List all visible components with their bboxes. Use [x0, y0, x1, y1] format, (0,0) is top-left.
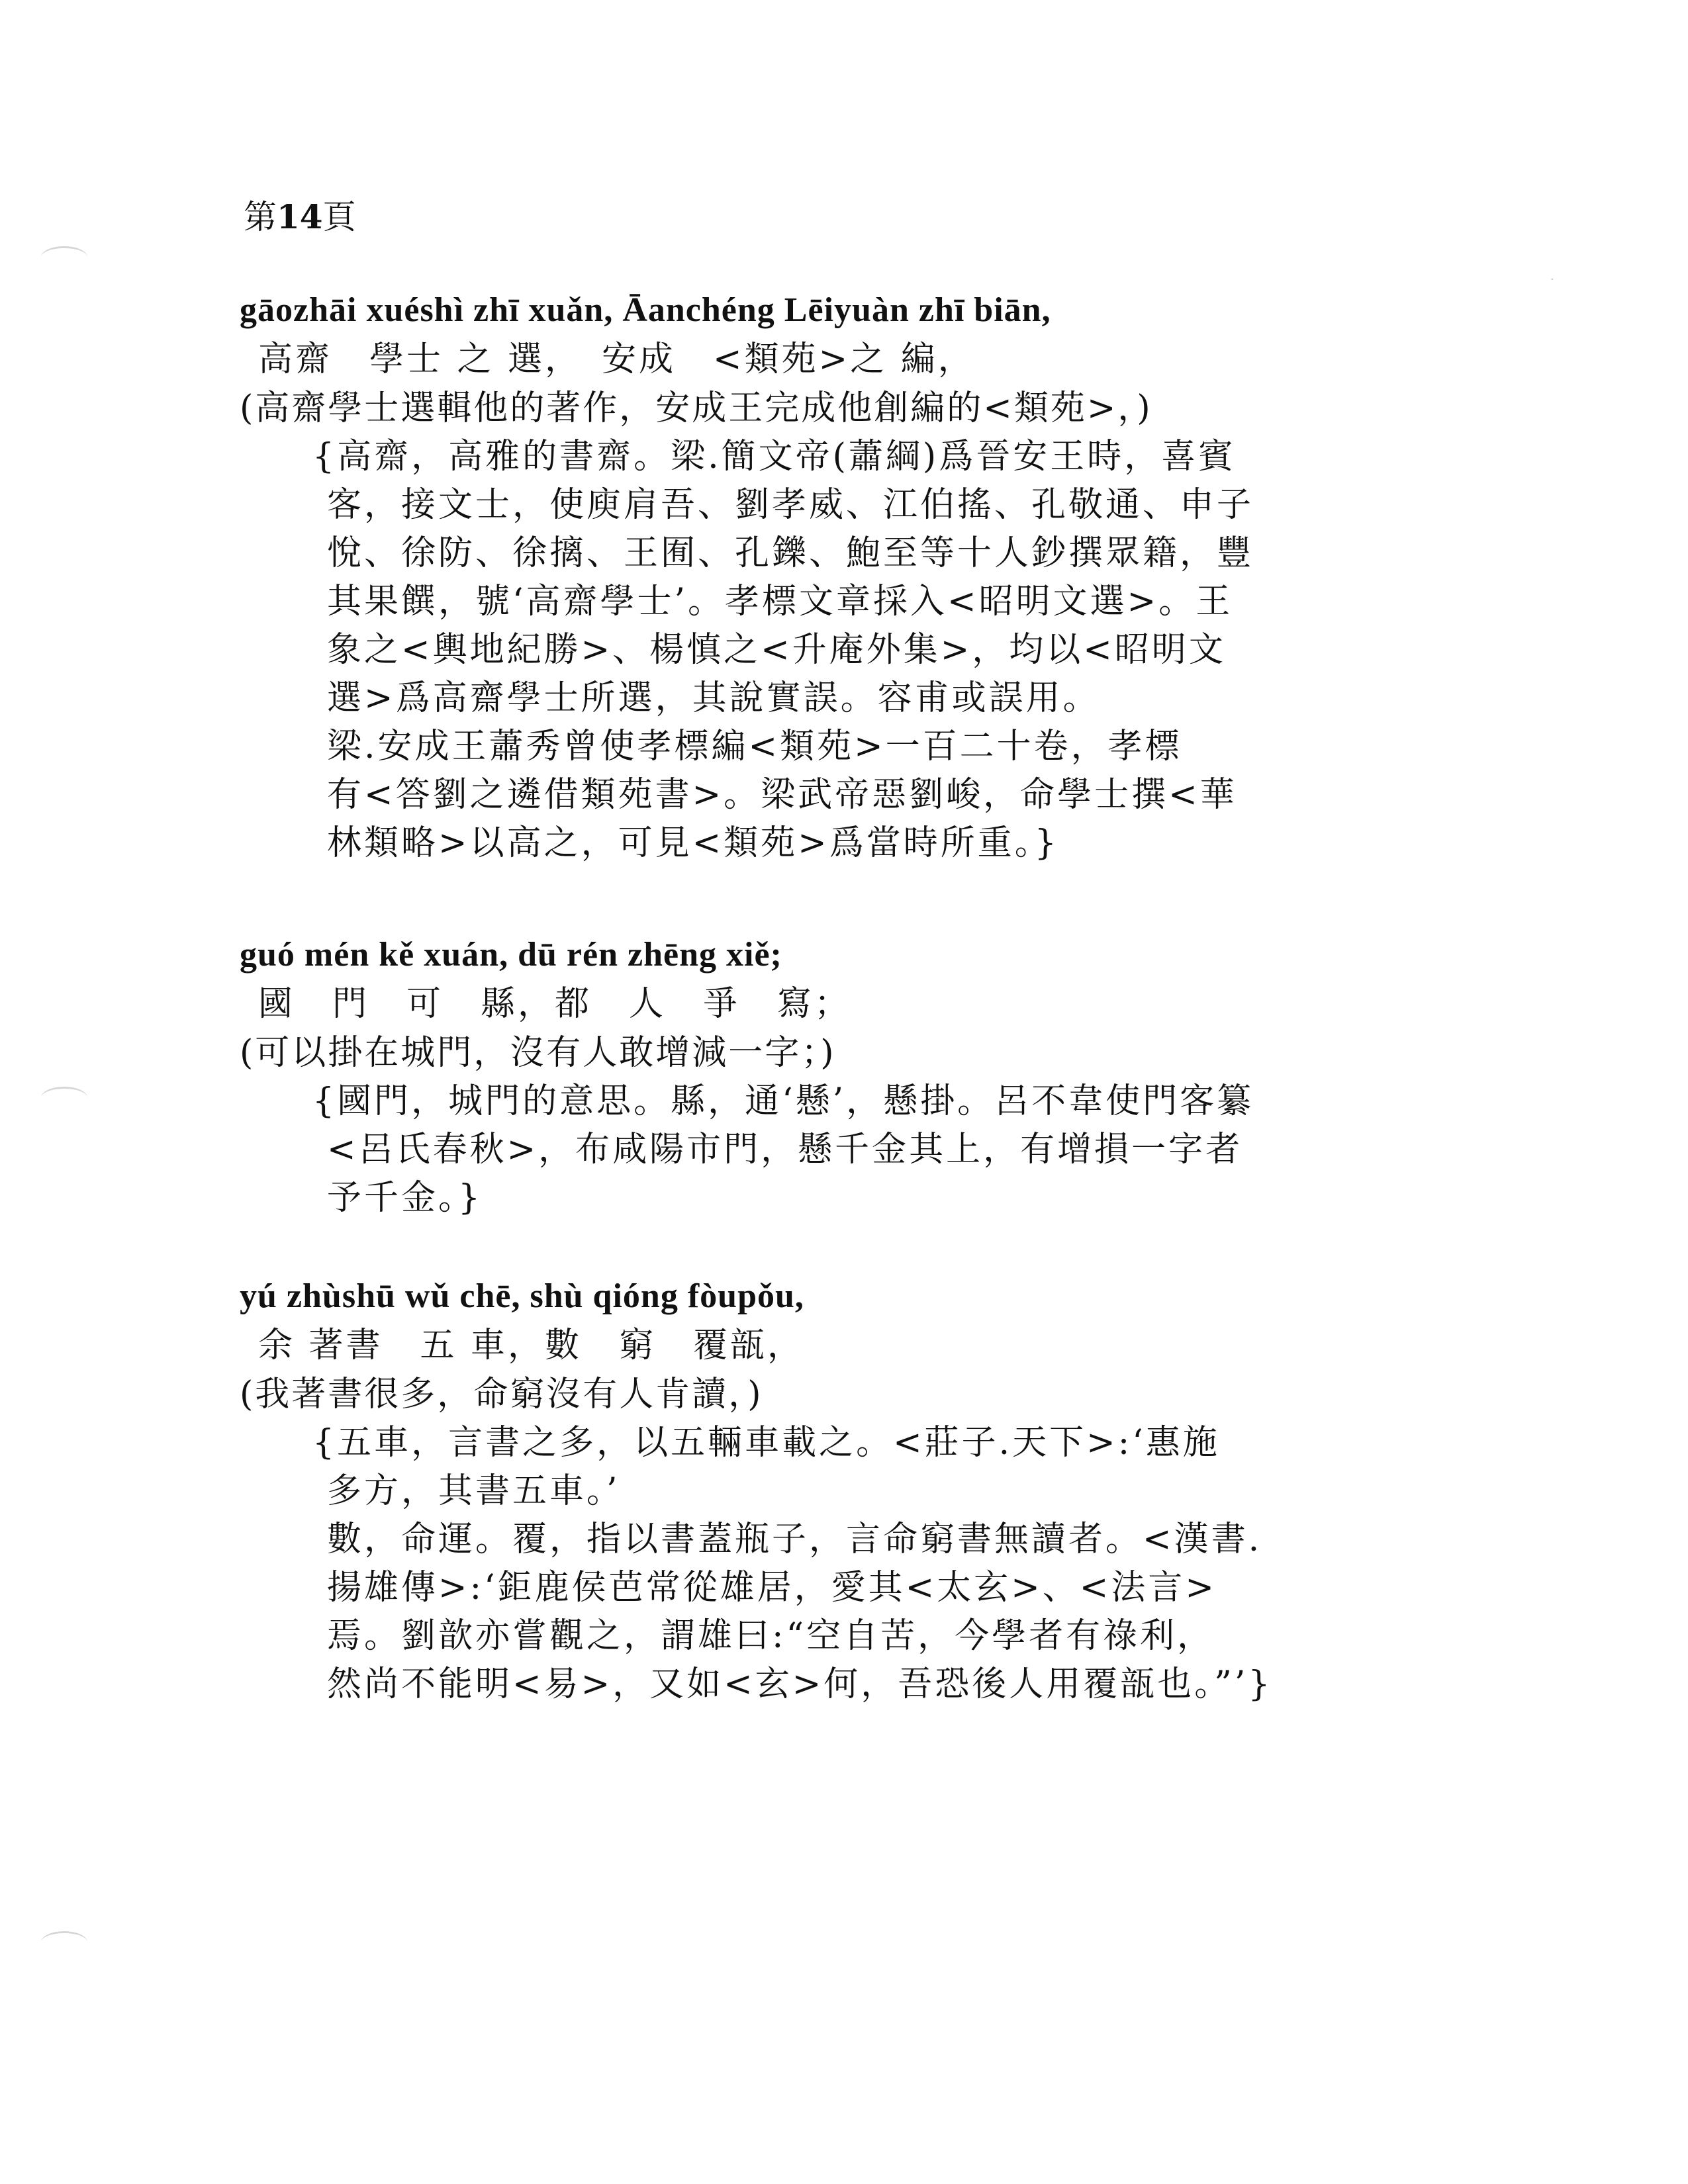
- page-title-suffix: 頁: [322, 198, 356, 236]
- annotation-line: 象之<輿地紀勝>、楊慎之<升庵外集>，均以<昭明文: [327, 630, 1226, 670]
- annotation-line: {國門，城門的意思。縣，通‘懸’，懸掛。呂不韋使門客纂: [312, 1081, 1254, 1121]
- annotation-line: 客，接文士，使庾肩吾、劉孝威、江伯搖、孔敬通、申子: [327, 485, 1254, 525]
- annotation-line: 數，命運。覆，指以書蓋瓶子，言命窮書無讀者。<漢書.: [327, 1520, 1262, 1559]
- translation-line: (高齋學士選輯他的著作，安成王完成他創編的<類苑>，): [240, 388, 1152, 428]
- annotation-line: 梁.安成王蕭秀曾使孝標編<類苑>一百二十卷，孝標: [327, 727, 1182, 766]
- chinese-line: 國 門 可 縣，都 人 爭 寫；: [258, 984, 852, 1024]
- verse-section-2: [240, 931, 1497, 1222]
- punch-hole-mark-bottom: [41, 1931, 87, 1953]
- pinyin-line: gāozhāi xuéshì zhī xuǎn, Āanchéng Lēiyuàn zhī biān,: [240, 291, 1051, 329]
- translation-line: (我著書很多，命窮沒有人肯讀，): [240, 1375, 763, 1414]
- annotation-line: {高齋，高雅的書齋。梁.簡文帝(蕭綱)爲晉安王時，喜賓: [312, 437, 1236, 477]
- annotation-block: [240, 1077, 1497, 1222]
- punch-hole-mark-top: [41, 246, 87, 268]
- annotation-line: {五車，言書之多，以五輛車載之。<莊子.天下>:‘惠施: [312, 1423, 1220, 1463]
- annotation-line: 然尚不能明<易>，又如<玄>何，吾恐後人用覆瓿也。”’}: [327, 1664, 1273, 1704]
- page-number: 14: [277, 197, 323, 236]
- annotation-line: 多方，其書五車。’: [327, 1471, 620, 1511]
- page-title: [244, 193, 356, 241]
- annotation-line: 有<答劉之遴借類苑書>。梁武帝惡劉峻，命學士撰<華: [327, 775, 1237, 815]
- annotation-line: 揚雄傳>:‘鉅鹿侯芭常從雄居，愛其<太玄>、<法言>: [327, 1568, 1217, 1608]
- annotation-line: 悅、徐防、徐摛、王囿、孔鑠、鮑至等十人鈔撰眾籍，豐: [327, 533, 1254, 573]
- annotation-block: [240, 1419, 1497, 1709]
- scan-speck: ·: [1550, 273, 1554, 287]
- verse-section-3: [240, 1272, 1497, 1709]
- chinese-line: 余 著書 五 車，數 窮 覆瓿，: [258, 1326, 805, 1365]
- pinyin-line: guó mén kě xuán, dū rén zhēng xiě;: [240, 936, 782, 974]
- pinyin-line: yú zhùshū wǔ chē, shù qióng fòupǒu,: [240, 1277, 804, 1315]
- annotation-line: 選>爲高齋學士所選，其說實誤。容甫或誤用。: [327, 678, 1100, 718]
- annotation-block: [240, 433, 1497, 868]
- annotation-line: 予千金。}: [327, 1178, 483, 1218]
- chinese-line: 高齋 學士 之 選， 安成 <類苑>之 編，: [258, 340, 975, 379]
- annotation-line: 林類略>以高之，可見<類苑>爲當時所重。}: [327, 823, 1059, 863]
- verse-section-1: [240, 286, 1497, 868]
- annotation-line: <呂氏春秋>，布咸陽市門，懸千金其上，有增損一字者: [327, 1130, 1243, 1169]
- page-title-prefix: 第: [244, 198, 277, 236]
- annotation-line: 其果饌，號‘高齋學士’。孝標文章採入<昭明文選>。王: [327, 582, 1233, 621]
- punch-hole-mark-middle: [41, 1087, 87, 1109]
- translation-line: (可以掛在城門，沒有人敢增減一字；): [240, 1033, 836, 1073]
- annotation-line: 焉。劉歆亦嘗觀之，謂雄曰:“空自苦，今學者有祿利，: [327, 1616, 1215, 1656]
